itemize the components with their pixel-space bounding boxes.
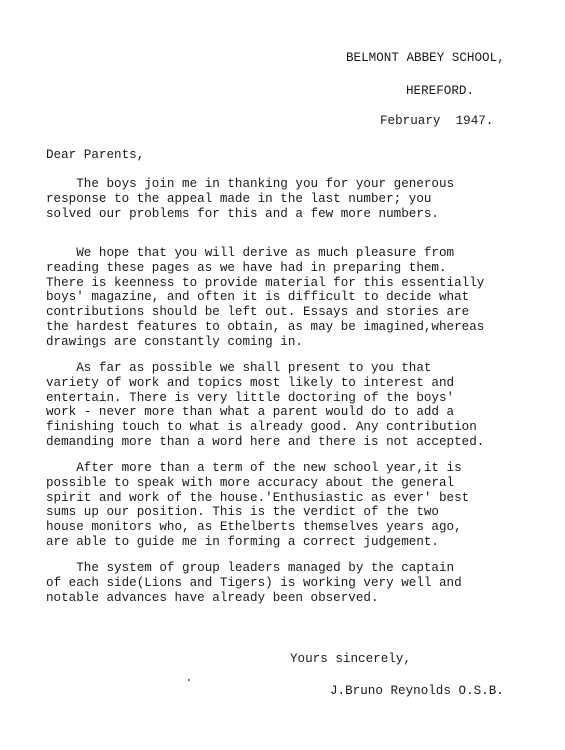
paragraph-line: boys' magazine, and often it is difficult to decide what [46,290,470,305]
paragraph-line: response to the appeal made in the last number; you [46,191,432,206]
paragraph-line: are able to guide me in forming a correct judgement. [46,534,439,549]
paragraph-line: The boys join me in thanking you for your generous [46,177,455,191]
letterhead-school: BELMONT ABBEY SCHOOL, [346,51,505,65]
paragraph-line: We hope that you will derive as much pleasure from [46,246,455,260]
paragraph-line: solved our problems for this and a few more numbers. [46,206,439,221]
paragraph-line: work - never more than what a parent would do to add a [46,405,455,420]
paragraph-line: entertain. There is very little doctoring of the boys' [46,390,455,405]
salutation: Dear Parents, [46,148,145,162]
letter-date: February 1947. [380,114,494,128]
paragraph-line: possible to speak with more accuracy about the general [46,475,455,490]
paragraph-line: of each side(Lions and Tigers) is working very well and [46,575,462,590]
paragraph-4 [46,461,536,550]
paragraph-line: demanding more than a word here and there is not accepted. [46,434,485,449]
speck-mark [188,679,190,681]
paragraph-1 [46,177,536,221]
paragraph-line: the hardest features to obtain, as may be imagined,whereas [46,319,485,334]
paragraph-line: house monitors who, as Ethelberts themselves years ago, [46,520,462,535]
paragraph-line: As far as possible we shall present to you that [46,361,432,375]
paragraph-line: notable advances have already been observed. [46,590,379,605]
paragraph-2 [46,246,536,350]
signature: J.Bruno Reynolds O.S.B. [330,684,504,698]
paragraph-line: variety of work and topics most likely to interest and [46,375,455,390]
paragraph-line: There is keenness to provide material for this essentially [46,275,485,290]
closing: Yours sincerely, [290,652,411,666]
paragraph-line: contributions should be left out. Essays and stories are [46,305,470,320]
paragraph-line: spirit and work of the house.'Enthusiastic as ever' best [46,490,470,505]
paragraph-line: drawings are constantly coming in. [46,334,303,349]
letterhead-town: HEREFORD. [406,84,475,98]
paragraph-line: After more than a term of the new school year,it is [46,461,462,475]
paragraph-line: finishing touch to what is already good. Any contribution [46,420,477,435]
paragraph-line: sums up our position. This is the verdict of the two [46,505,439,520]
paragraph-5 [46,561,536,605]
paragraph-3 [46,361,536,450]
paragraph-line: The system of group leaders managed by the captain [46,561,455,575]
paragraph-line: reading these pages as we have had in preparing them. [46,260,447,275]
